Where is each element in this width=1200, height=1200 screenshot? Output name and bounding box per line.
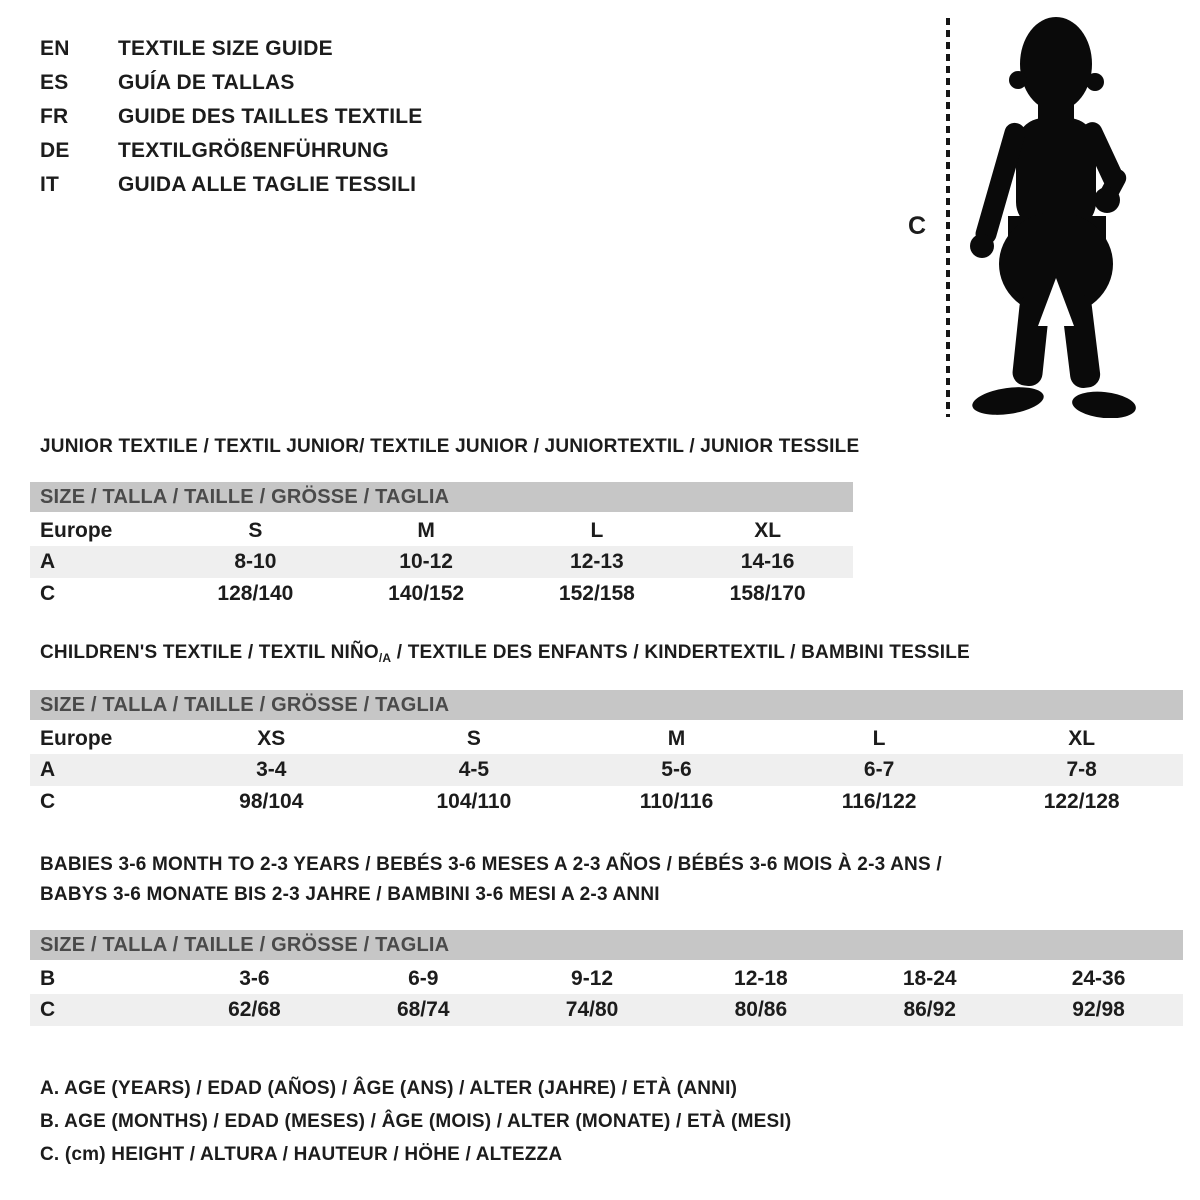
row-label: B bbox=[40, 966, 56, 990]
legend-line-c: C. (cm) HEIGHT / ALTURA / HAUTEUR / HÖHE / ALTEZZA bbox=[40, 1144, 563, 1165]
table-row-months bbox=[30, 963, 1183, 994]
table-cell: 10-12 bbox=[399, 550, 453, 573]
children-title-post: / TEXTILE DES ENFANTS / KINDERTEXTIL / BAMBINI TESSILE bbox=[391, 642, 970, 663]
language-label: GUIDA ALLE TAGLIE TESSILI bbox=[118, 173, 417, 196]
table-cell: 98/104 bbox=[239, 789, 304, 813]
language-label: GUÍA DE TALLAS bbox=[118, 71, 295, 94]
size-header-bar: SIZE / TALLA / TAILLE / GRÖSSE / TAGLIA bbox=[30, 930, 1183, 960]
row-label: C bbox=[40, 581, 56, 605]
children-section-title bbox=[40, 642, 970, 665]
row-label: C bbox=[40, 789, 56, 813]
table-cell: 3-6 bbox=[239, 966, 270, 990]
table-cell: M bbox=[417, 518, 435, 542]
legend-line-b: B. AGE (MONTHS) / EDAD (MESES) / ÂGE (MOIS) / ALTER (MONATE) / ETÀ (MESI) bbox=[40, 1111, 792, 1132]
table-cell: 116/122 bbox=[841, 789, 917, 813]
table-cell: 110/116 bbox=[639, 789, 714, 813]
table-cell: 12-13 bbox=[570, 550, 624, 573]
table-row-europe bbox=[30, 723, 1183, 754]
table-cell: 140/152 bbox=[388, 581, 465, 605]
language-row-es bbox=[40, 66, 422, 100]
language-code: DE bbox=[40, 139, 70, 162]
row-label: A bbox=[40, 758, 56, 781]
table-row-age bbox=[30, 546, 853, 578]
language-row-de bbox=[40, 134, 422, 168]
table-cell: XL bbox=[754, 518, 782, 542]
table-cell: 86/92 bbox=[903, 998, 956, 1021]
table-cell: XS bbox=[257, 726, 286, 750]
table-cell: 4-5 bbox=[458, 758, 490, 781]
junior-section-title: JUNIOR TEXTILE / TEXTIL JUNIOR/ TEXTILE JUNIOR / JUNIORTEXTIL / JUNIOR TESSILE bbox=[40, 436, 860, 457]
table-cell: 62/68 bbox=[228, 998, 281, 1021]
table-cell: 7-8 bbox=[1066, 758, 1097, 781]
table-cell: 158/170 bbox=[729, 581, 806, 605]
table-cell: 9-12 bbox=[571, 966, 614, 990]
height-marker-label: C bbox=[908, 212, 927, 240]
table-row-height bbox=[30, 578, 853, 609]
table-cell: S bbox=[466, 726, 481, 750]
language-row-en bbox=[40, 32, 422, 66]
language-row-it bbox=[40, 168, 422, 202]
language-label: TEXTILGRÖßENFÜHRUNG bbox=[118, 139, 389, 162]
table-cell: 6-9 bbox=[408, 966, 439, 990]
table-cell: M bbox=[667, 726, 686, 750]
babies-title-line1: BABIES 3-6 MONTH TO 2-3 YEARS / BEBÉS 3-6 MESES A 2-3 AÑOS / BÉBÉS 3-6 MOIS À 2-3 ANS / bbox=[40, 854, 942, 875]
children-title-pre: CHILDREN'S TEXTILE / TEXTIL NIÑO bbox=[40, 642, 379, 663]
language-code: FR bbox=[40, 105, 69, 128]
language-code: IT bbox=[40, 173, 60, 196]
table-row-height bbox=[30, 994, 1183, 1026]
row-label: Europe bbox=[40, 726, 113, 750]
table-cell: 14-16 bbox=[740, 550, 795, 573]
table-cell: 5-6 bbox=[661, 758, 692, 781]
language-list bbox=[40, 32, 422, 202]
size-header-bar: SIZE / TALLA / TAILLE / GRÖSSE / TAGLIA bbox=[30, 482, 853, 512]
size-header-bar: SIZE / TALLA / TAILLE / GRÖSSE / TAGLIA bbox=[30, 690, 1183, 720]
legend bbox=[40, 1072, 791, 1171]
table-cell: 18-24 bbox=[902, 966, 957, 990]
table-row-height bbox=[30, 786, 1183, 817]
table-cell: 128/140 bbox=[217, 581, 294, 605]
language-row-fr bbox=[40, 100, 422, 134]
table-cell: 122/128 bbox=[1043, 789, 1120, 813]
row-label: Europe bbox=[40, 518, 113, 542]
language-code: ES bbox=[40, 71, 69, 94]
table-cell: 68/74 bbox=[396, 998, 450, 1021]
table-cell: 12-18 bbox=[734, 966, 788, 990]
table-cell: XL bbox=[1068, 726, 1096, 750]
height-dashed-line bbox=[946, 18, 950, 417]
babies-size-table bbox=[30, 930, 1183, 1026]
table-cell: L bbox=[872, 726, 886, 750]
language-label: TEXTILE SIZE GUIDE bbox=[118, 37, 333, 60]
toddler-silhouette-icon bbox=[966, 16, 1138, 418]
table-cell: 24-36 bbox=[1071, 966, 1126, 990]
language-code: EN bbox=[40, 37, 70, 60]
babies-section-title bbox=[40, 850, 942, 910]
junior-size-table bbox=[30, 482, 853, 609]
table-row-age bbox=[30, 754, 1183, 786]
table-cell: L bbox=[590, 518, 604, 542]
table-cell: 6-7 bbox=[863, 758, 895, 781]
row-label: C bbox=[40, 998, 56, 1021]
table-cell: 104/110 bbox=[436, 789, 512, 813]
table-cell: S bbox=[248, 518, 263, 542]
table-cell: 8-10 bbox=[234, 550, 277, 573]
legend-line-a: A. AGE (YEARS) / EDAD (AÑOS) / ÂGE (ANS) / ALTER (JAHRE) / ETÀ (ANNI) bbox=[40, 1078, 738, 1099]
children-size-table bbox=[30, 690, 1183, 817]
babies-title-line2: BABYS 3-6 MONATE BIS 2-3 JAHRE / BAMBINI 3-6 MESI A 2-3 ANNI bbox=[40, 884, 660, 905]
table-cell: 74/80 bbox=[565, 998, 619, 1021]
children-title-sub: /A bbox=[378, 651, 392, 665]
table-row-europe bbox=[30, 515, 853, 546]
table-cell: 3-4 bbox=[256, 758, 287, 781]
language-label: GUIDE DES TAILLES TEXTILE bbox=[118, 105, 423, 128]
table-cell: 152/158 bbox=[558, 581, 635, 605]
table-cell: 80/86 bbox=[734, 998, 788, 1021]
table-cell: 92/98 bbox=[1072, 998, 1125, 1021]
row-label: A bbox=[40, 550, 56, 573]
